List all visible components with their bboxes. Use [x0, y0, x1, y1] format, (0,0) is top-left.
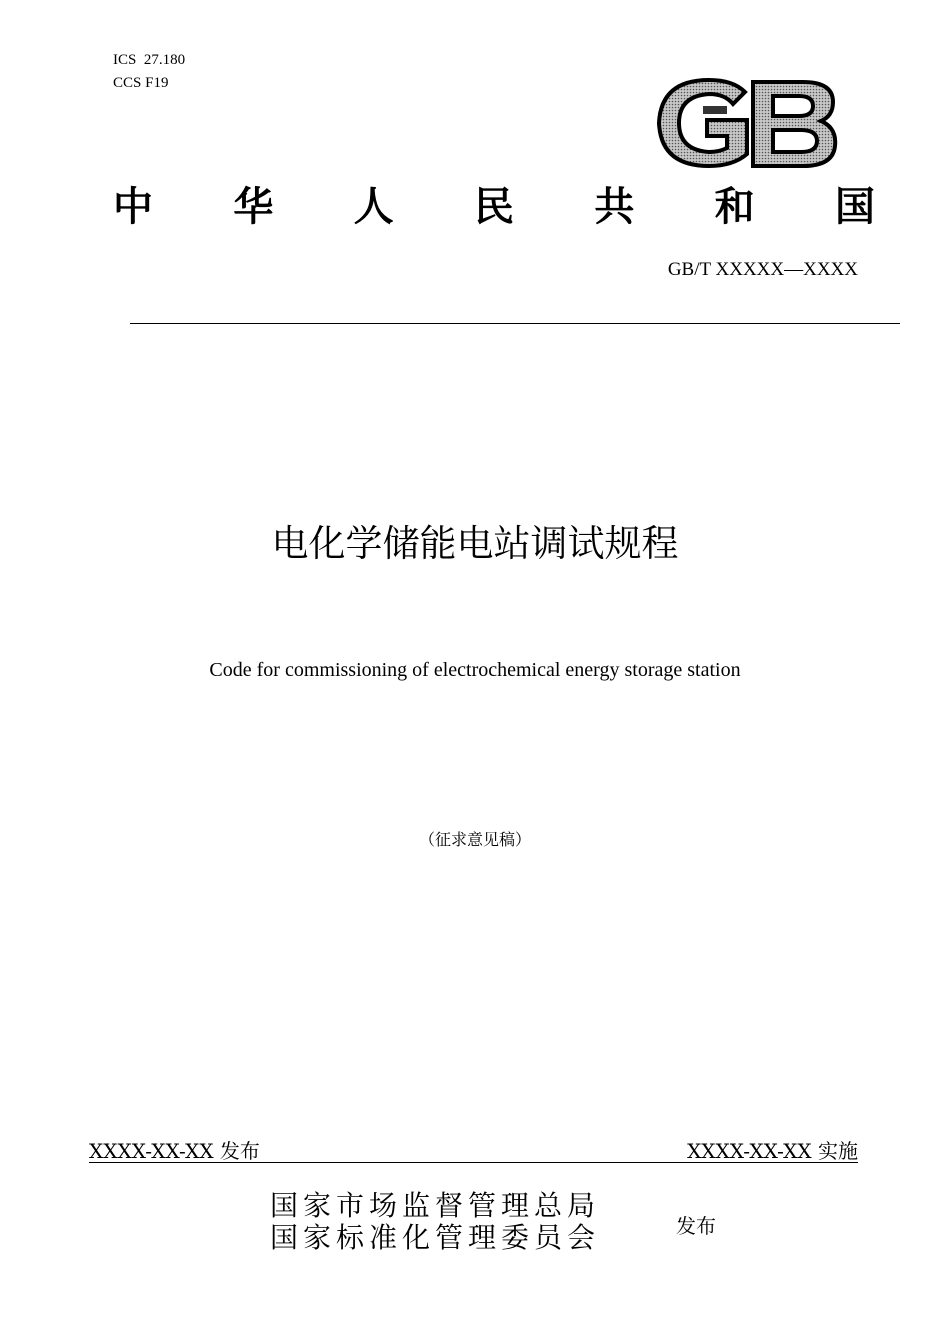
english-title: Code for commissioning of electrochemical energy storage station [209, 659, 741, 681]
standard-number: GB/T XXXXX—XXXX [667, 259, 858, 280]
nation-char: 华 [233, 183, 274, 230]
nation-char: 民 [473, 183, 514, 230]
draft-status: （征求意见稿） [418, 830, 531, 849]
publish-date: XXXX-XX-XX 发布 [89, 1139, 260, 1163]
header-divider [130, 323, 900, 324]
nation-char: 国 [834, 183, 875, 230]
country-name [113, 182, 875, 232]
issuer-sac: 国家标准化管理委员会 [270, 1221, 601, 1254]
ccs-code: CCS F19 [113, 75, 169, 91]
issuer-samr: 国家市场监督管理总局 [270, 1189, 601, 1222]
classification-codes [113, 49, 185, 95]
nation-char: 共 [594, 183, 635, 230]
nation-char: 人 [353, 183, 394, 230]
nation-char: 中 [113, 183, 153, 230]
gb-logo-icon [653, 76, 839, 170]
implement-date: XXXX-XX-XX 实施 [687, 1139, 858, 1163]
chinese-title: 电化学储能电站调试规程 [271, 522, 679, 565]
nation-char: 和 [714, 183, 755, 230]
issuing-authorities [270, 1190, 600, 1254]
footer-divider [89, 1162, 858, 1163]
ics-code: ICS 27.180 [113, 52, 186, 68]
issue-label: 发布 [676, 1214, 716, 1238]
